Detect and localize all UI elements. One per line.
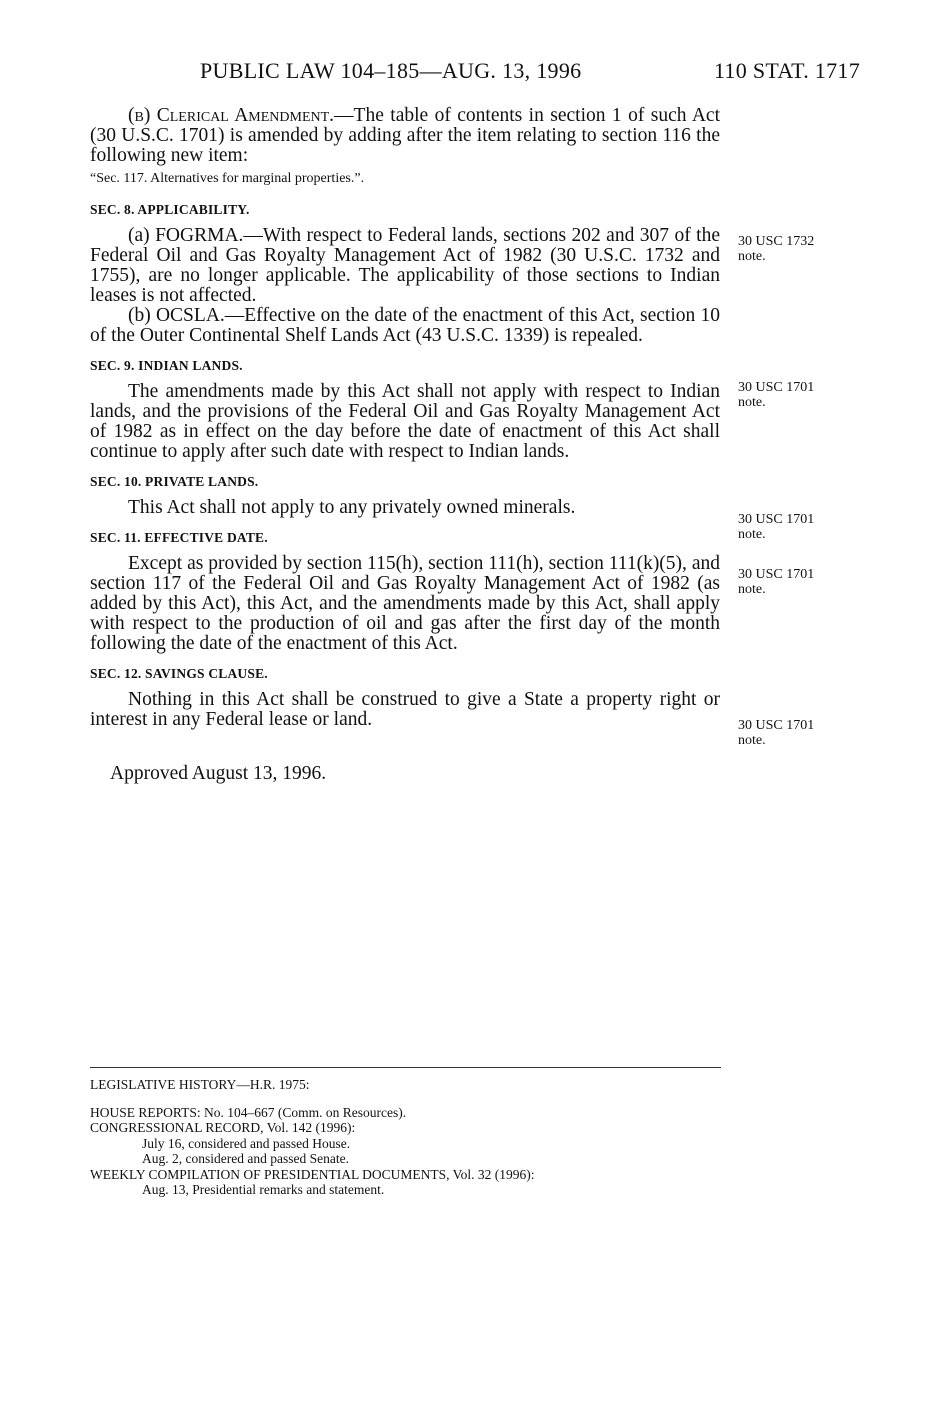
- public-law-title: PUBLIC LAW 104–185—AUG. 13, 1996: [200, 58, 582, 83]
- new-toc-item: “Sec. 117. Alternatives for marginal properties.”.: [90, 171, 365, 186]
- approval-date: Approved August 13, 1996.: [110, 763, 327, 784]
- margin-note-citation: 30 USC 1732: [738, 234, 815, 249]
- legislative-history: [90, 1077, 730, 1198]
- section-8-heading: SEC. 8. APPLICABILITY.: [90, 202, 250, 217]
- margin-note-label: note.: [738, 249, 766, 264]
- margin-note-section-9: [738, 380, 848, 410]
- margin-note-section-8: [738, 234, 848, 264]
- section-12-text: Nothing in this Act shall be construed to give a State a property right or interest in any Federal lease or land.: [90, 689, 720, 730]
- margin-note-label: note.: [738, 733, 766, 748]
- section-10-heading: SEC. 10. PRIVATE LANDS.: [90, 474, 259, 489]
- footnote-divider: [90, 1067, 721, 1068]
- margin-note-section-12: [738, 718, 848, 748]
- margin-note-citation: 30 USC 1701: [738, 380, 815, 395]
- section-9-heading: SEC. 9. INDIAN LANDS.: [90, 358, 243, 373]
- section-12-heading: SEC. 12. SAVINGS CLAUSE.: [90, 666, 268, 681]
- congressional-record-item: July 16, considered and passed House.: [142, 1135, 351, 1151]
- legislative-history-title: LEGISLATIVE HISTORY—H.R. 1975:: [90, 1077, 310, 1092]
- clerical-amendment-text: —The table of contents in section 1 of such Act (30 U.S.C. 1701) is amended by adding after the item relating to section 116 the following new item:: [90, 105, 720, 166]
- margin-note-label: note.: [738, 395, 766, 410]
- clerical-amendment-paragraph: [90, 106, 720, 166]
- clerical-amendment-label: (b) Clerical Amendment.: [128, 105, 335, 126]
- margin-note-label: note.: [738, 527, 766, 542]
- weekly-compilation: WEEKLY COMPILATION OF PRESIDENTIAL DOCUMENTS, Vol. 32 (1996):: [90, 1166, 535, 1182]
- section-8-subsection-b: (b) OCSLA.—Effective on the date of the enactment of this Act, section 10 of the Outer Continental Shelf Lands Act (43 U.S.C. 1339) is repealed.: [90, 305, 720, 346]
- section-11-text: Except as provided by section 115(h), section 111(h), section 111(k)(5), and section 117 of the Federal Oil and Gas Royalty Management Act of 1982 (as added by this Act), this Act, and the amendments made by this Act, shall apply with respect to the production of oil and gas after the first day of the month following the date of the enactment of this Act.: [90, 553, 720, 654]
- margin-note-citation: 30 USC 1701: [738, 718, 815, 733]
- section-8-subsection-a: (a) FOGRMA.—With respect to Federal lands, sections 202 and 307 of the Federal Oil and Gas Royalty Management Act of 1982 (30 U.S.C. 1732 and 1755), are no longer applicable. The applicability of those sections to Indian leases is not affected.: [90, 225, 720, 306]
- house-reports: HOUSE REPORTS: No. 104–667 (Comm. on Resources).: [90, 1104, 407, 1120]
- congressional-record: CONGRESSIONAL RECORD, Vol. 142 (1996):: [90, 1120, 356, 1135]
- section-11-heading: SEC. 11. EFFECTIVE DATE.: [90, 530, 268, 545]
- weekly-compilation-item: Aug. 13, Presidential remarks and statement.: [142, 1182, 385, 1197]
- margin-note-citation: 30 USC 1701: [738, 567, 815, 582]
- document-body: [90, 106, 720, 784]
- margin-note-citation: 30 USC 1701: [738, 512, 815, 527]
- statute-page-number: 110 STAT. 1717: [713, 58, 860, 83]
- margin-note-section-11: [738, 567, 848, 597]
- congressional-record-item: Aug. 2, considered and passed Senate.: [142, 1151, 349, 1166]
- section-9-text: The amendments made by this Act shall not apply with respect to Indian lands, and the provisions of the Federal Oil and Gas Royalty Management Act of 1982 as in effect on the day before the date of enactment of this Act shall continue to apply after such date with respect to Indian lands.: [90, 381, 720, 462]
- margin-note-section-10: [738, 512, 848, 542]
- section-10-text: This Act shall not apply to any privately owned minerals.: [128, 497, 576, 518]
- margin-note-label: note.: [738, 582, 766, 597]
